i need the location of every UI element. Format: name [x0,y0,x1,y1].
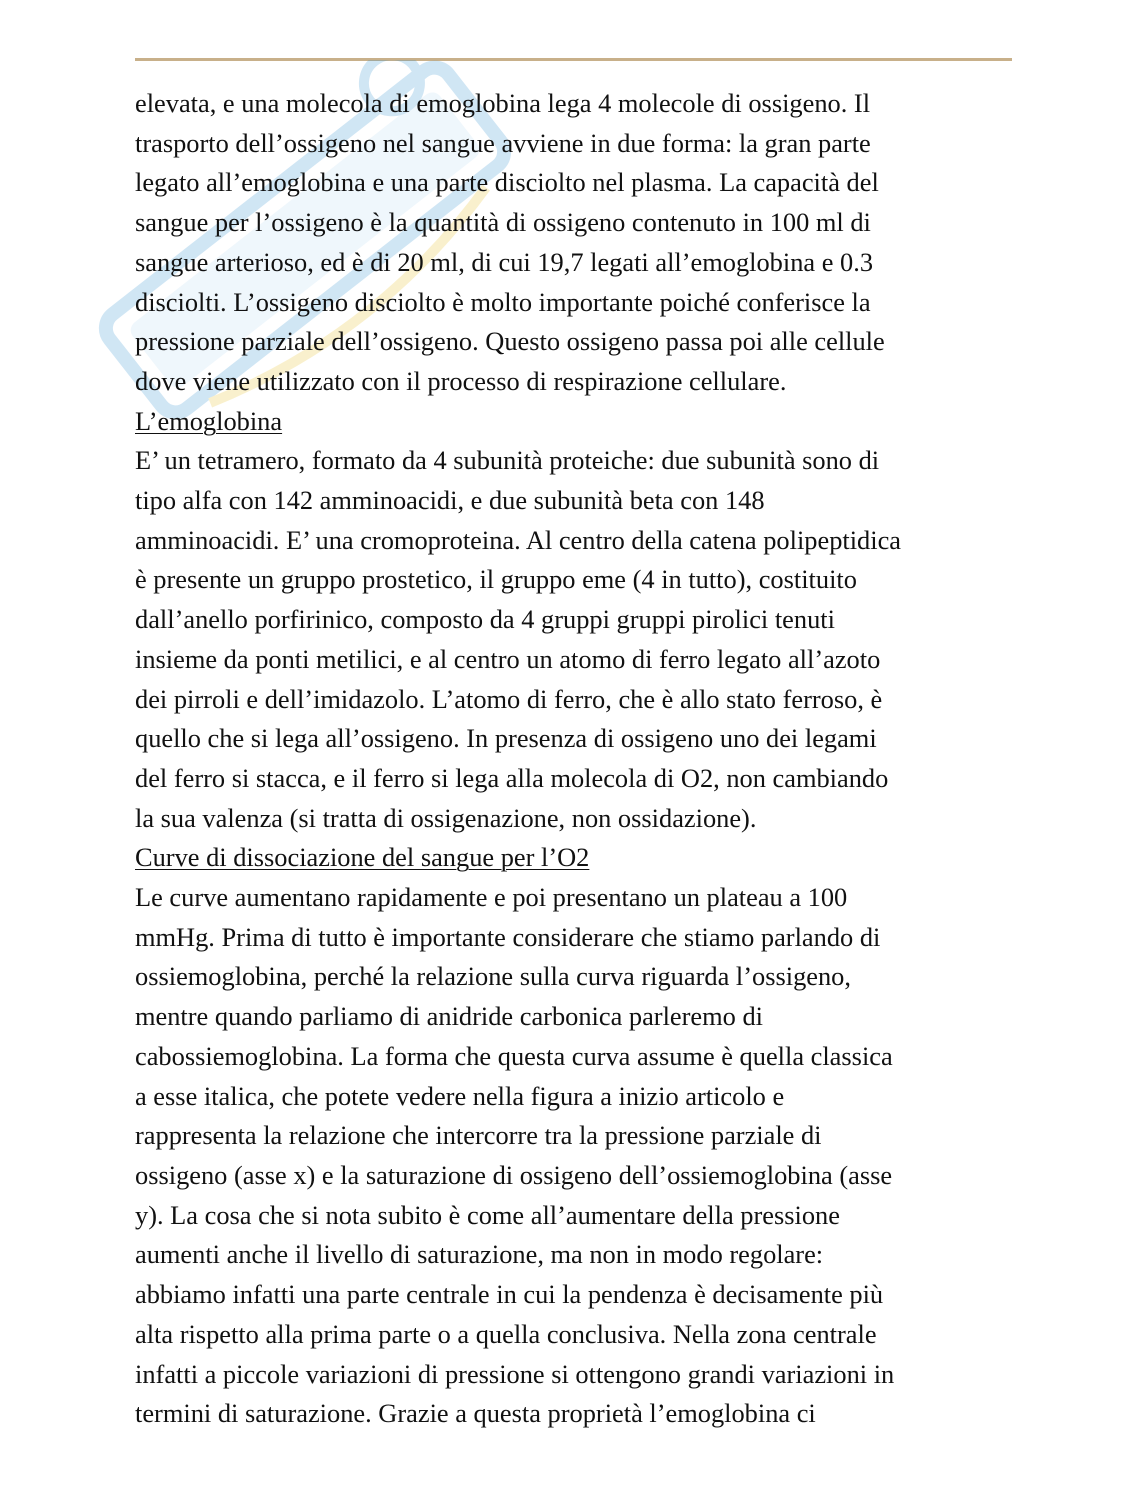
section-heading-text: L’emoglobina [135,405,283,436]
paragraph-line: y). La cosa che si nota subito è come all’aumentare della pressione [135,1199,840,1230]
paragraph-line: disciolti. L’ossigeno disciolto è molto importante poiché conferisce la [135,286,871,317]
paragraph-line: rappresenta la relazione che intercorre tra la pressione parziale di [135,1120,822,1151]
header-rule [135,58,1012,61]
paragraph-line: cabossiemoglobina. La forma che questa curva assume è quella classica [135,1040,893,1071]
paragraph-line: pressione parziale dell’ossigeno. Questo ossigeno passa poi alle cellule [135,326,885,357]
document-body [135,84,1015,1434]
paragraph-line: Le curve aumentano rapidamente e poi presentano un plateau a 100 [135,882,848,913]
paragraph-line: tipo alfa con 142 amminoacidi, e due subunità beta con 148 [135,485,765,516]
paragraph-line: dall’anello porfirinico, composto da 4 gruppi gruppi pirolici tenuti [135,604,835,635]
paragraph-line: quello che si lega all’ossigeno. In presenza di ossigeno uno dei legami [135,723,877,754]
paragraph-line: abbiamo infatti una parte centrale in cui la pendenza è decisamente più [135,1279,884,1310]
paragraph-line: termini di saturazione. Grazie a questa proprietà l’emoglobina ci [135,1398,816,1429]
paragraph-line: mmHg. Prima di tutto è importante considerare che stiamo parlando di [135,921,881,952]
paragraph-line: sangue per l’ossigeno è la quantità di ossigeno contenuto in 100 ml di [135,207,871,238]
section-heading [135,838,1015,878]
paragraph-line: ossigeno (asse x) e la saturazione di ossigeno dell’ossiemoglobina (asse [135,1159,893,1190]
paragraph-line: è presente un gruppo prostetico, il gruppo eme (4 in tutto), costituito [135,564,857,595]
paragraph-line: infatti a piccole variazioni di pressione si ottengono grandi variazioni in [135,1358,895,1389]
paragraph-line: del ferro si stacca, e il ferro si lega alla molecola di O2, non cambiando [135,762,889,793]
paragraph-line: E’ un tetramero, formato da 4 subunità proteiche: due subunità sono di [135,445,880,476]
paragraph-line: la sua valenza (si tratta di ossigenazione, non ossidazione). [135,802,757,833]
paragraph-line: dove viene utilizzato con il processo di respirazione cellulare. [135,365,787,396]
paragraph-line: trasporto dell’ossigeno nel sangue avviene in due forma: la gran parte [135,127,871,158]
paragraph-line: ossiemoglobina, perché la relazione sulla curva riguarda l’ossigeno, [135,961,851,992]
paragraph-line: mentre quando parliamo di anidride carbonica parleremo di [135,1001,763,1032]
paragraph-line: sangue arterioso, ed è di 20 ml, di cui 19,7 legati all’emoglobina e 0.3 [135,246,874,277]
paragraph-line: legato all’emoglobina e una parte disciolto nel plasma. La capacità del [135,167,879,198]
paragraph-line: dei pirroli e dell’imidazolo. L’atomo di ferro, che è allo stato ferroso, è [135,683,883,714]
paragraph-line: insieme da ponti metilici, e al centro un atomo di ferro legato all’azoto [135,643,881,674]
paragraph-line: amminoacidi. E’ una cromoproteina. Al centro della catena polipeptidica [135,524,902,555]
section-heading [135,402,1015,442]
section-heading-text: Curve di dissociazione del sangue per l’O2 [135,842,590,873]
paragraph-line: aumenti anche il livello di saturazione, ma non in modo regolare: [135,1239,824,1270]
paragraph-line: a esse italica, che potete vedere nella figura a inizio articolo e [135,1080,785,1111]
paragraph-line: elevata, e una molecola di emoglobina lega 4 molecole di ossigeno. Il [135,88,871,118]
paragraph-line: alta rispetto alla prima parte o a quella conclusiva. Nella zona centrale [135,1318,877,1349]
